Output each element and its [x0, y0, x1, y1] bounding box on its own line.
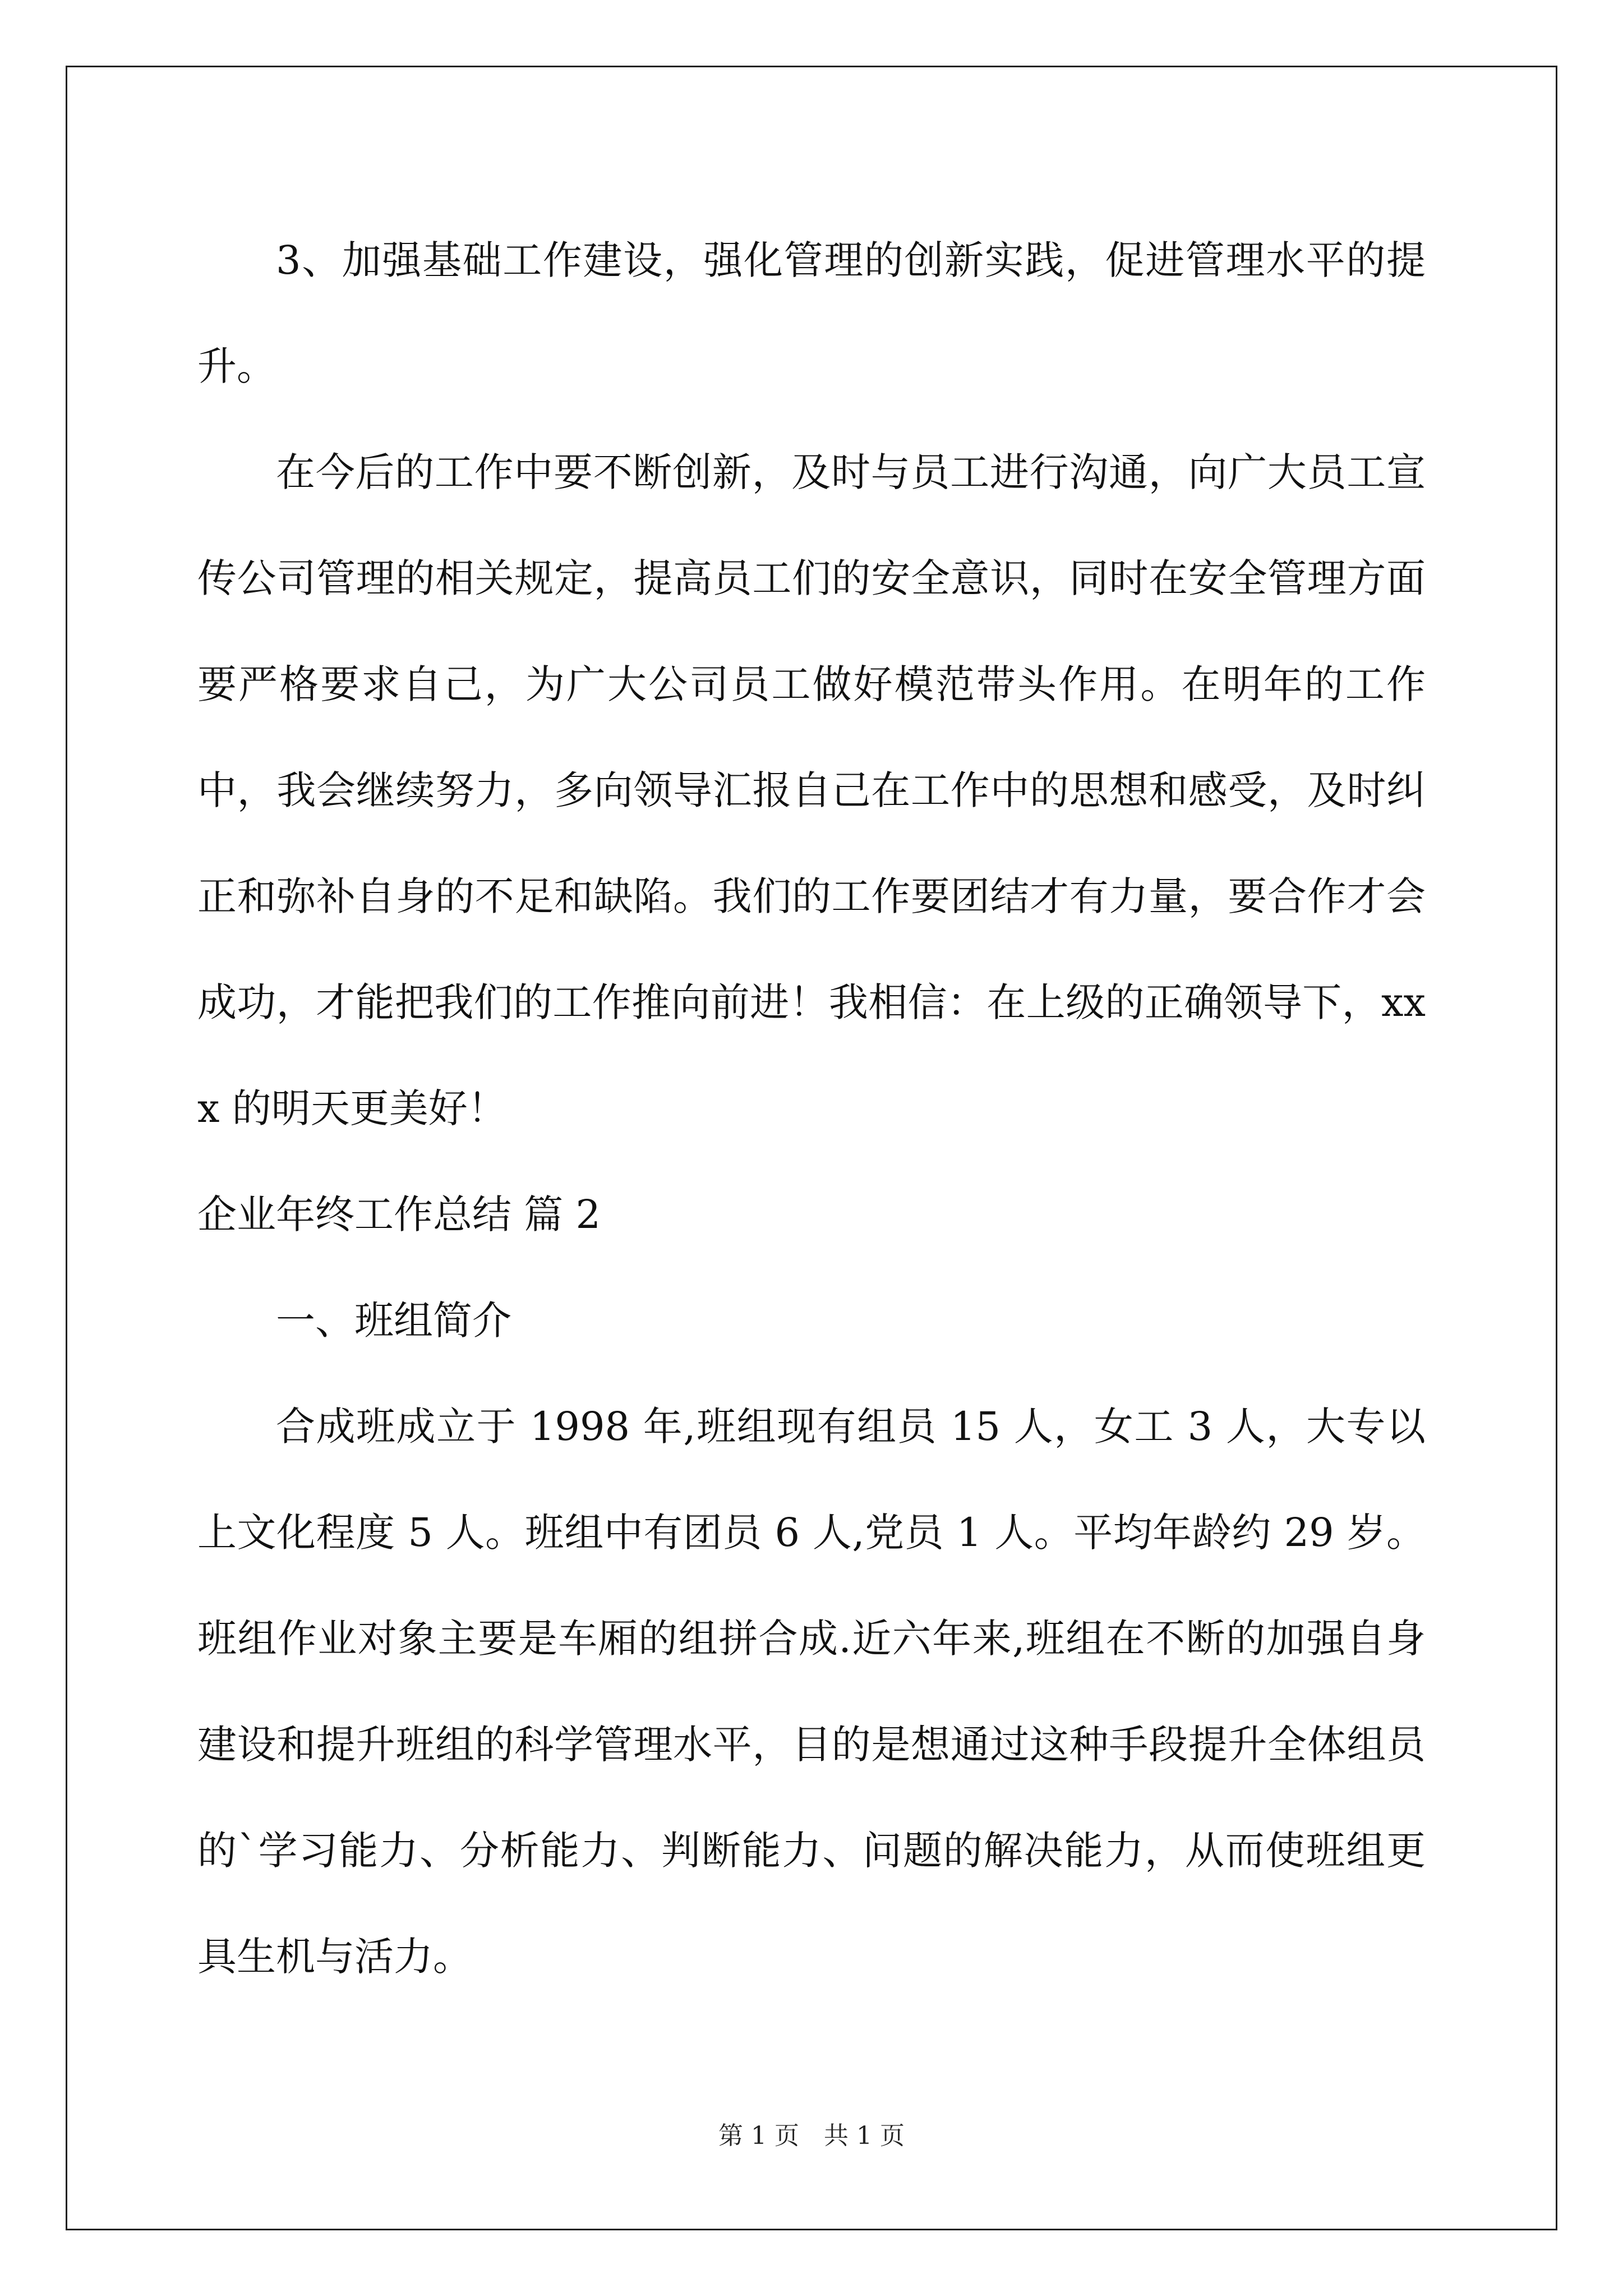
- section-heading: 企业年终工作总结 篇 2: [197, 1191, 601, 1237]
- page-number: 第 1 页: [718, 2122, 799, 2150]
- document-body: [197, 208, 1426, 2010]
- subheading-team-intro: 一、班组简介: [276, 1297, 511, 1343]
- paragraph-point-3: 3、加强基础工作建设，强化管理的创新实践，促进管理水平的提升。: [197, 237, 1426, 389]
- paragraph-team-description: 合成班成立于 1998 年,班组现有组员 15 人，女工 3 人，大专以上文化程度 5 人。班组中有团员 6 人,党员 1 人。平均年龄约 29 岁。班组作业对象主要是车厢的组拼合成.近六年来,班组在不断的加强自身建设和提升班组的科学管理水平，目的是想通过这种手段提升全体组员的`学习能力、分析能力、判断能力、问题的解决能力，从而使班组更具生机与活力。: [197, 1404, 1426, 1980]
- total-pages: 共 1 页: [824, 2122, 905, 2150]
- page-footer: [0, 2119, 1623, 2153]
- paragraph-future-work: 在今后的工作中要不断创新，及时与员工进行沟通，向广大员工宣传公司管理的相关规定，提高员工们的安全意识，同时在安全管理方面要严格要求自己，为广大公司员工做好模范带头作用。在明年的工作中，我会继续努力，多向领导汇报自己在工作中的思想和感受，及时纠正和弥补自身的不足和缺陷。我们的工作要团结才有力量，要合作才会成功，才能把我们的工作推向前进！我相信：在上级的正确领导下，xxx 的明天更美好！: [197, 449, 1426, 1131]
